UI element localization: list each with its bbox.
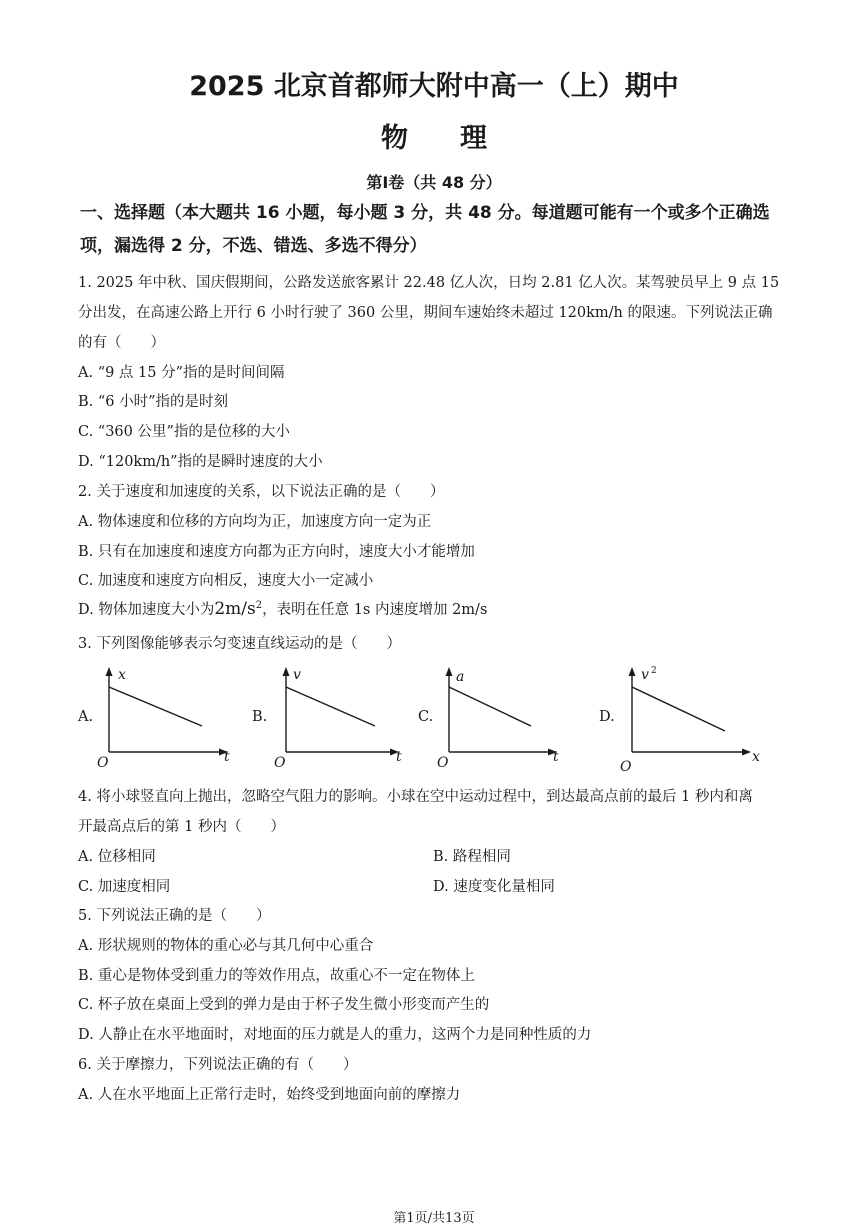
origin-label: O	[274, 755, 286, 771]
q4-option-c: C. 加速度相同	[78, 879, 171, 895]
q4-stem-line: 开最高点后的第 1 秒内（ ）	[78, 819, 285, 835]
q1-option-c: C. “360 公里”指的是位移的大小	[78, 424, 290, 440]
q1-stem-line: 1. 2025 年中秋、国庆假期间，公路发送旅客累计 22.48 亿人次，日均 2.81 亿人次。某驾驶员早上 9 点 15	[78, 275, 780, 291]
x-axis-label: x	[752, 749, 760, 765]
q6-stem: 6. 关于摩擦力，下列说法正确的有（ ）	[78, 1057, 358, 1073]
q2-option-b: B. 只有在加速度和速度方向都为正方向时，速度大小才能增加	[78, 544, 475, 560]
y-axis-label: a	[456, 669, 465, 685]
graph-option-c-label: C.	[418, 709, 434, 725]
q2-option-a: A. 物体速度和位移的方向均为正，加速度方向一定为正	[78, 514, 432, 530]
graph-option-d	[618, 664, 778, 776]
q1-option-a: A. “9 点 15 分”指的是时间间隔	[78, 365, 285, 381]
graph-option-a	[95, 664, 245, 774]
graph-option-b-label: B.	[252, 709, 268, 725]
q2-option-d-suffix: ，表明在任意 1s 内速度增加 2m/s	[262, 602, 488, 618]
q5-option-d: D. 人静止在水平地面时，对地面的压力就是人的重力，这两个力是同种性质的力	[78, 1027, 592, 1043]
graph-option-c	[435, 664, 585, 774]
q5-option-b: B. 重心是物体受到重力的等效作用点，故重心不一定在物体上	[78, 968, 475, 984]
q5-option-a: A. 形状规则的物体的重心必与其几何中心重合	[78, 938, 374, 954]
graph-option-d-label: D.	[599, 709, 615, 725]
q2-stem: 2. 关于速度和加速度的关系，以下说法正确的是（ ）	[78, 484, 445, 500]
section-heading-line: 项，漏选得 2 分，不选、错选、多选不得分）	[80, 236, 427, 256]
q6-option-a: A. 人在水平地面上正常行走时，始终受到地面向前的摩擦力	[78, 1087, 461, 1103]
q1-stem-line: 的有（ ）	[78, 335, 165, 351]
q2-option-d	[78, 598, 487, 619]
x-axis-label: t	[224, 749, 230, 765]
y-axis-superscript: 2	[651, 666, 657, 676]
a-t-graph	[435, 664, 585, 774]
q4-option-a: A. 位移相同	[78, 849, 156, 865]
graph-option-b	[272, 664, 422, 774]
v2-x-graph	[618, 664, 778, 776]
q2-option-c: C. 加速度和速度方向相反，速度大小一定减小	[78, 573, 374, 589]
acceleration-exponent: 2	[255, 600, 263, 612]
exam-title: 2025 北京首都师大附中高一（上）期中	[189, 71, 679, 102]
q4-option-d: D. 速度变化量相同	[433, 879, 555, 895]
origin-label: O	[620, 759, 632, 775]
origin-label: O	[437, 755, 449, 771]
q1-stem-line: 分出发，在高速公路上开行 6 小时行驶了 360 公里，期间车速始终未超过 120km/h 的限速。下列说法正确	[78, 305, 773, 321]
q5-stem: 5. 下列说法正确的是（ ）	[78, 908, 271, 924]
origin-label: O	[97, 755, 109, 771]
x-t-graph	[95, 664, 245, 774]
subject-title: 物理	[381, 123, 539, 154]
section-heading-line: 一、选择题（本大题共 16 小题，每小题 3 分，共 48 分。每道题可能有一个或多个正确选	[80, 203, 770, 223]
q1-option-b: B. “6 小时”指的是时刻	[78, 394, 229, 410]
q1-option-d: D. “120km/h”指的是瞬时速度的大小	[78, 454, 323, 470]
q5-option-c: C. 杯子放在桌面上受到的弹力是由于杯子发生微小形变而产生的	[78, 997, 490, 1013]
y-axis-label: v	[641, 667, 649, 683]
volume-title: 第Ⅰ卷（共 48 分）	[366, 173, 502, 192]
page-number: 第1页/共13页	[393, 1211, 475, 1226]
q4-stem-line: 4. 将小球竖直向上抛出，忽略空气阻力的影响。小球在空中运动过程中，到达最高点前的最后 1 秒内和离	[78, 789, 753, 805]
y-axis-label: v	[293, 667, 301, 683]
section-heading	[80, 197, 800, 263]
acceleration-value: 2m/s	[214, 599, 256, 619]
q3-stem: 3. 下列图像能够表示匀变速直线运动的是（ ）	[78, 636, 401, 652]
q2-option-d-prefix: D. 物体加速度大小为	[78, 602, 215, 618]
q4-option-b: B. 路程相同	[433, 849, 511, 865]
v-t-graph	[272, 664, 422, 774]
x-axis-label: t	[396, 749, 402, 765]
x-axis-label: t	[553, 749, 559, 765]
graph-option-a-label: A.	[78, 709, 94, 725]
y-axis-label: x	[118, 667, 126, 683]
